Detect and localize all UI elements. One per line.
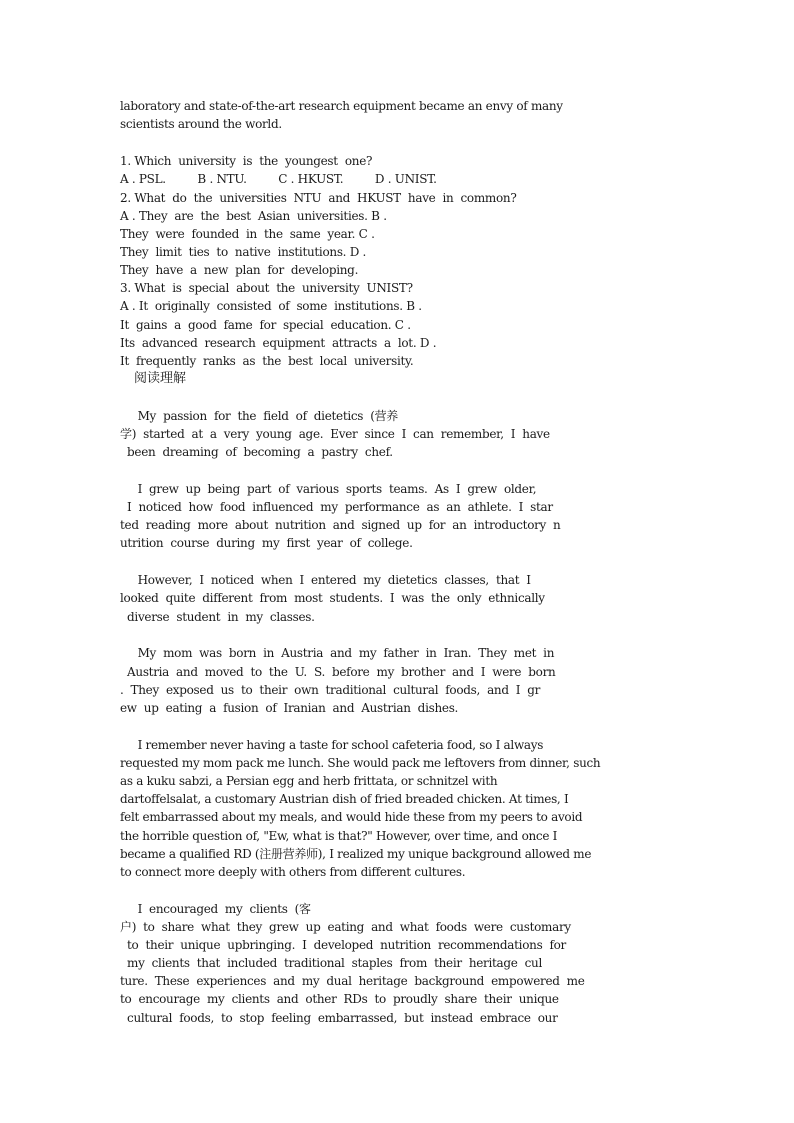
question-text: 3. What is special about the university UNIST?: [120, 281, 413, 295]
passage-line: ew up eating a fusion of Iranian and Austrian dishes.: [120, 701, 459, 715]
question-options: They have a new plan for developing.: [120, 263, 359, 277]
passage-line: I grew up being part of various sports teams. As I grew older,: [120, 482, 537, 496]
question-options: Its advanced research equipment attracts a lot. D .: [120, 336, 437, 350]
passage-line: been dreaming of becoming a pastry chef.: [120, 445, 393, 459]
passage-line: my clients that included traditional staples from their heritage cul: [120, 956, 543, 970]
passage-line: My mom was born in Austria and my father in Iran. They met in: [120, 646, 555, 660]
passage-line: ture. These experiences and my dual heritage background empowered me: [120, 974, 585, 988]
passage-line: became a qualified RD (注册营养师), I realized my unique background allowed me: [120, 847, 592, 861]
passage-line: looked quite different from most students. I was the only ethnically: [120, 591, 545, 605]
question-options: It frequently ranks as the best local university.: [120, 354, 414, 368]
question-options: A . It originally consisted of some institutions. B .: [120, 299, 422, 313]
passage-line: I remember never having a taste for school cafeteria food, so I always: [120, 738, 544, 752]
passage-line: the horrible question of, "Ew, what is that?" However, over time, and once I: [120, 829, 558, 843]
passage-line: utrition course during my first year of college.: [120, 536, 413, 550]
passage-line: felt embarrassed about my meals, and would hide these from my peers to avoid: [120, 810, 583, 824]
passage-line: diverse student in my classes.: [120, 610, 315, 624]
passage-line: ted reading more about nutrition and signed up for an introductory n: [120, 518, 561, 532]
intro-line: laboratory and state-of-the-art research equipment became an envy of many: [120, 99, 563, 113]
question-options: It gains a good fame for special education. C .: [120, 318, 411, 332]
passage-line: to encourage my clients and other RDs to proudly share their unique: [120, 992, 559, 1006]
question-text: 1. Which university is the youngest one?: [120, 154, 373, 168]
section-heading: 阅读理解: [134, 371, 187, 386]
intro-line: scientists around the world.: [120, 117, 282, 131]
question-options: They were founded in the same year. C .: [120, 227, 375, 241]
passage-line: 户) to share what they grew up eating and what foods were customary: [120, 920, 571, 934]
passage-line: I encouraged my clients (客: [120, 902, 311, 916]
passage-line: cultural foods, to stop feeling embarrassed, but instead embrace our: [120, 1011, 558, 1025]
passage-line: dartoffelsalat, a customary Austrian dish of fried breaded chicken. At times, I: [120, 792, 569, 806]
passage-line: . They exposed us to their own traditional cultural foods, and I gr: [120, 683, 541, 697]
passage-line: However, I noticed when I entered my dietetics classes, that I: [120, 573, 531, 587]
passage-line: Austria and moved to the U. S. before my brother and I were born: [120, 665, 556, 679]
passage-line: to connect more deeply with others from different cultures.: [120, 865, 466, 879]
question-options: A . They are the best Asian universities. B .: [120, 209, 387, 223]
passage-line: My passion for the field of dietetics (营养: [120, 409, 398, 423]
question-text: 2. What do the universities NTU and HKUST have in common?: [120, 191, 517, 205]
question-options: A . PSL. B . NTU. C . HKUST. D . UNIST.: [120, 172, 437, 186]
passage-line: to their unique upbringing. I developed nutrition recommendations for: [120, 938, 566, 952]
passage-line: requested my mom pack me lunch. She would pack me leftovers from dinner, such: [120, 756, 601, 770]
question-options: They limit ties to native institutions. D .: [120, 245, 367, 259]
passage-line: I noticed how food influenced my performance as an athlete. I star: [120, 500, 553, 514]
passage-line: as a kuku sabzi, a Persian egg and herb frittata, or schnitzel with: [120, 774, 498, 788]
passage-line: 学) started at a very young age. Ever since I can remember, I have: [120, 427, 550, 441]
